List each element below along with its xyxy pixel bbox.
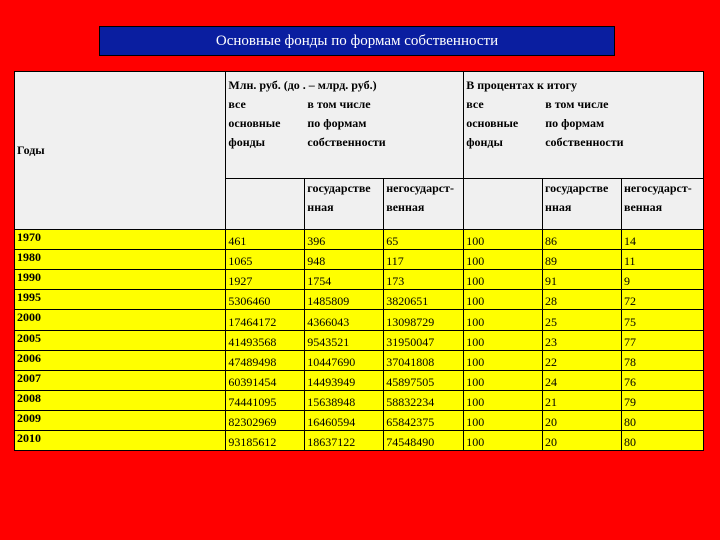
- cell-year: 2006: [15, 350, 226, 370]
- cell-pct-state: 23: [543, 330, 622, 350]
- pct-nonstate-subheader: негосударст- венная: [621, 178, 703, 229]
- cell-total: 60391454: [226, 370, 305, 390]
- cell-year: 1970: [15, 230, 226, 250]
- funds-table-container: [14, 71, 704, 451]
- abs-state-subheader: государстве нная: [305, 178, 384, 229]
- cell-year: 2007: [15, 370, 226, 390]
- cell-year: 2008: [15, 390, 226, 410]
- cell-pct-state: 86: [543, 230, 622, 250]
- cell-total: 41493568: [226, 330, 305, 350]
- cell-nonstate: 37041808: [384, 350, 464, 370]
- funds-table: [14, 71, 704, 451]
- cell-pct-total: 100: [464, 290, 543, 310]
- cell-pct-nonstate: 9: [621, 270, 703, 290]
- pct-group-header: В процентах к итогу все основные фонды в том числе по формам собственности: [464, 72, 704, 179]
- cell-pct-nonstate: 80: [621, 410, 703, 430]
- cell-pct-total: 100: [464, 410, 543, 430]
- cell-state: 9543521: [305, 330, 384, 350]
- table-row: [15, 410, 704, 430]
- cell-total: 1927: [226, 270, 305, 290]
- cell-year: 2000: [15, 310, 226, 330]
- cell-pct-nonstate: 76: [621, 370, 703, 390]
- cell-pct-nonstate: 14: [621, 230, 703, 250]
- cell-pct-nonstate: 72: [621, 290, 703, 310]
- table-body: [15, 230, 704, 451]
- cell-year: 2005: [15, 330, 226, 350]
- cell-state: 396: [305, 230, 384, 250]
- cell-state: 4366043: [305, 310, 384, 330]
- cell-pct-nonstate: 77: [621, 330, 703, 350]
- pct-total-subheader: [464, 178, 543, 229]
- cell-nonstate: 117: [384, 250, 464, 270]
- cell-nonstate: 74548490: [384, 430, 464, 450]
- cell-pct-nonstate: 78: [621, 350, 703, 370]
- cell-state: 16460594: [305, 410, 384, 430]
- pct-state-subheader: государстве нная: [543, 178, 622, 229]
- cell-year: 1995: [15, 290, 226, 310]
- cell-year: 2010: [15, 430, 226, 450]
- cell-total: 82302969: [226, 410, 305, 430]
- abs-total-subheader: [226, 178, 305, 229]
- cell-year: 2009: [15, 410, 226, 430]
- cell-total: 461: [226, 230, 305, 250]
- cell-pct-nonstate: 80: [621, 430, 703, 450]
- abs-group-header: Млн. руб. (до . – млрд. руб.) все основные фонды в том числе по формам собственности: [226, 72, 464, 179]
- cell-state: 1485809: [305, 290, 384, 310]
- cell-pct-total: 100: [464, 270, 543, 290]
- abs-nonstate-subheader: негосударст- венная: [384, 178, 464, 229]
- cell-nonstate: 65842375: [384, 410, 464, 430]
- cell-total: 5306460: [226, 290, 305, 310]
- cell-state: 15638948: [305, 390, 384, 410]
- cell-nonstate: 3820651: [384, 290, 464, 310]
- cell-state: 14493949: [305, 370, 384, 390]
- cell-pct-total: 100: [464, 230, 543, 250]
- cell-state: 948: [305, 250, 384, 270]
- table-row: [15, 350, 704, 370]
- cell-nonstate: 13098729: [384, 310, 464, 330]
- cell-pct-state: 24: [543, 370, 622, 390]
- table-row: [15, 250, 704, 270]
- cell-total: 1065: [226, 250, 305, 270]
- table-row: [15, 290, 704, 310]
- table-row: [15, 270, 704, 290]
- table-row: [15, 330, 704, 350]
- cell-pct-nonstate: 75: [621, 310, 703, 330]
- table-row: [15, 230, 704, 250]
- cell-pct-total: 100: [464, 350, 543, 370]
- cell-state: 10447690: [305, 350, 384, 370]
- cell-state: 1754: [305, 270, 384, 290]
- cell-state: 18637122: [305, 430, 384, 450]
- header-row-top: [15, 72, 704, 179]
- table-row: [15, 430, 704, 450]
- cell-year: 1990: [15, 270, 226, 290]
- cell-pct-total: 100: [464, 330, 543, 350]
- cell-total: 74441095: [226, 390, 305, 410]
- cell-nonstate: 45897505: [384, 370, 464, 390]
- cell-pct-nonstate: 79: [621, 390, 703, 410]
- cell-nonstate: 58832234: [384, 390, 464, 410]
- cell-pct-state: 91: [543, 270, 622, 290]
- cell-pct-state: 25: [543, 310, 622, 330]
- cell-nonstate: 65: [384, 230, 464, 250]
- cell-pct-total: 100: [464, 430, 543, 450]
- cell-total: 93185612: [226, 430, 305, 450]
- table-row: [15, 390, 704, 410]
- cell-pct-state: 28: [543, 290, 622, 310]
- cell-pct-total: 100: [464, 250, 543, 270]
- cell-year: 1980: [15, 250, 226, 270]
- cell-pct-total: 100: [464, 310, 543, 330]
- table-row: [15, 370, 704, 390]
- cell-pct-state: 89: [543, 250, 622, 270]
- slide-title: Основные фонды по формам собственности: [99, 26, 615, 56]
- cell-pct-state: 22: [543, 350, 622, 370]
- cell-pct-state: 20: [543, 430, 622, 450]
- cell-pct-total: 100: [464, 370, 543, 390]
- cell-nonstate: 173: [384, 270, 464, 290]
- years-header: Годы: [15, 72, 226, 230]
- table-row: [15, 310, 704, 330]
- cell-pct-state: 21: [543, 390, 622, 410]
- cell-nonstate: 31950047: [384, 330, 464, 350]
- cell-pct-total: 100: [464, 390, 543, 410]
- cell-total: 47489498: [226, 350, 305, 370]
- cell-total: 17464172: [226, 310, 305, 330]
- cell-pct-nonstate: 11: [621, 250, 703, 270]
- cell-pct-state: 20: [543, 410, 622, 430]
